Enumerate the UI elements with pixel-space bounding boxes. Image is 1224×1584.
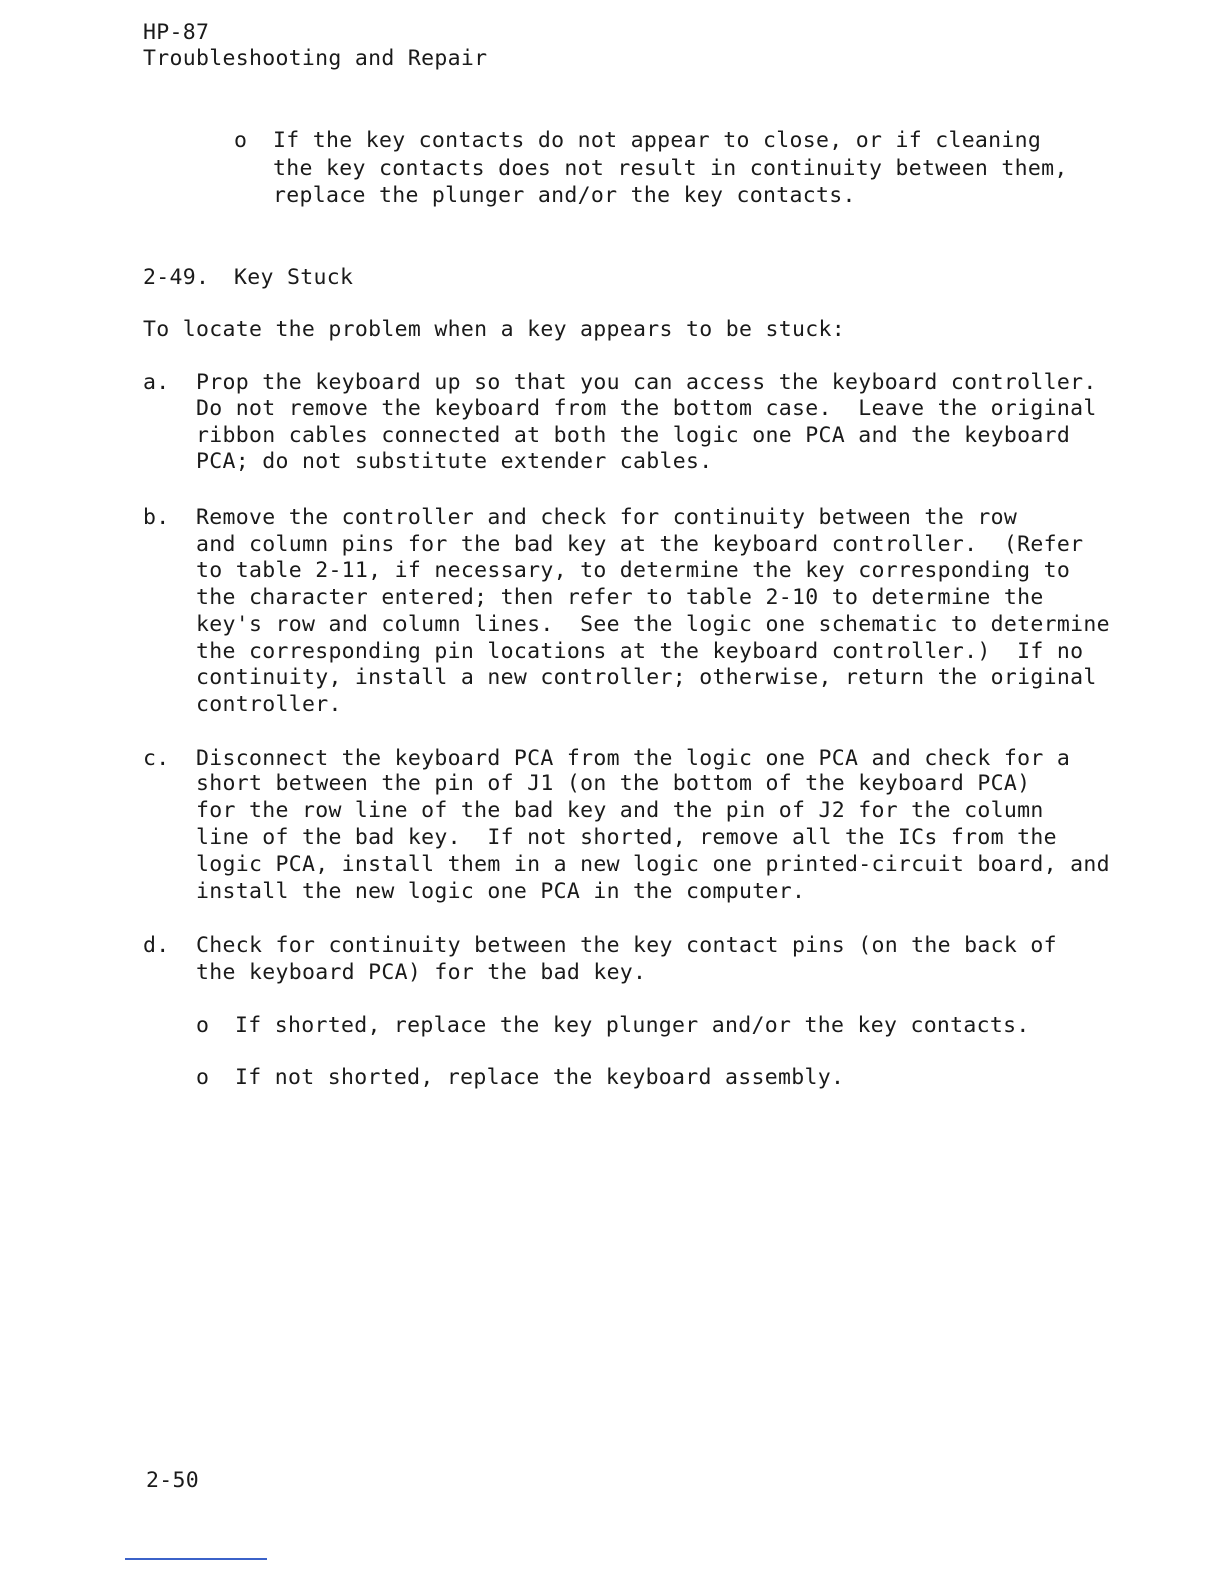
step-c-marker: c. xyxy=(143,746,170,771)
step-a-marker: a. xyxy=(143,370,170,395)
intro-bullet-line: replace the plunger and/or the key contacts. xyxy=(273,183,856,208)
step-a-line: Do not remove the keyboard from the bottom case. Leave the original xyxy=(196,396,1097,421)
sub-bullet-text: If shorted, replace the key plunger and/or the key contacts. xyxy=(235,1013,1030,1038)
section-number: 2-49. xyxy=(143,265,210,290)
sub-bullet-marker: o xyxy=(196,1013,210,1038)
step-b-line: key's row and column lines. See the logic one schematic to determine xyxy=(196,612,1110,637)
section-title: Key Stuck xyxy=(234,265,354,290)
step-c-line: Disconnect the keyboard PCA from the logic one PCA and check for a xyxy=(196,746,1071,771)
step-b-line: controller. xyxy=(196,692,342,717)
intro-bullet-line: the key contacts does not result in continuity between them, xyxy=(273,156,1068,181)
bottom-rule xyxy=(125,1558,267,1560)
step-d-marker: d. xyxy=(143,933,170,958)
step-b-line: the corresponding pin locations at the keyboard controller.) If no xyxy=(196,639,1084,664)
step-b-line: the character entered; then refer to table 2-10 to determine the xyxy=(196,585,1044,610)
document-header-model: HP-87 xyxy=(143,20,210,45)
step-b-line: to table 2-11, if necessary, to determine the key corresponding to xyxy=(196,558,1071,583)
intro-bullet-line: If the key contacts do not appear to close, or if cleaning xyxy=(273,128,1042,153)
step-a-line: PCA; do not substitute extender cables. xyxy=(196,449,713,474)
sub-bullet-marker: o xyxy=(196,1065,210,1090)
step-c-line: install the new logic one PCA in the computer. xyxy=(196,879,806,904)
step-b-marker: b. xyxy=(143,505,170,530)
step-d-line: the keyboard PCA) for the bad key. xyxy=(196,960,647,985)
page-number: 2-50 xyxy=(146,1468,199,1493)
intro-bullet-marker: o xyxy=(234,128,248,153)
step-b-line: and column pins for the bad key at the keyboard controller. (Refer xyxy=(196,532,1084,557)
step-a-line: Prop the keyboard up so that you can access the keyboard controller. xyxy=(196,370,1097,395)
step-c-line: for the row line of the bad key and the pin of J2 for the column xyxy=(196,798,1044,823)
step-c-line: logic PCA, install them in a new logic one printed-circuit board, and xyxy=(196,852,1110,877)
step-d-line: Check for continuity between the key contact pins (on the back of xyxy=(196,933,1057,958)
step-a-line: ribbon cables connected at both the logic one PCA and the keyboard xyxy=(196,423,1071,448)
step-b-line: Remove the controller and check for continuity between the row xyxy=(196,505,1018,530)
step-c-line: line of the bad key. If not shorted, remove all the ICs from the xyxy=(196,825,1057,850)
step-c-line: short between the pin of J1 (on the bottom of the keyboard PCA) xyxy=(196,771,1031,796)
document-header-title: Troubleshooting and Repair xyxy=(143,46,488,71)
lead-in-text: To locate the problem when a key appears to be stuck: xyxy=(143,317,845,342)
step-b-line: continuity, install a new controller; otherwise, return the original xyxy=(196,665,1097,690)
sub-bullet-text: If not shorted, replace the keyboard assembly. xyxy=(235,1065,845,1090)
